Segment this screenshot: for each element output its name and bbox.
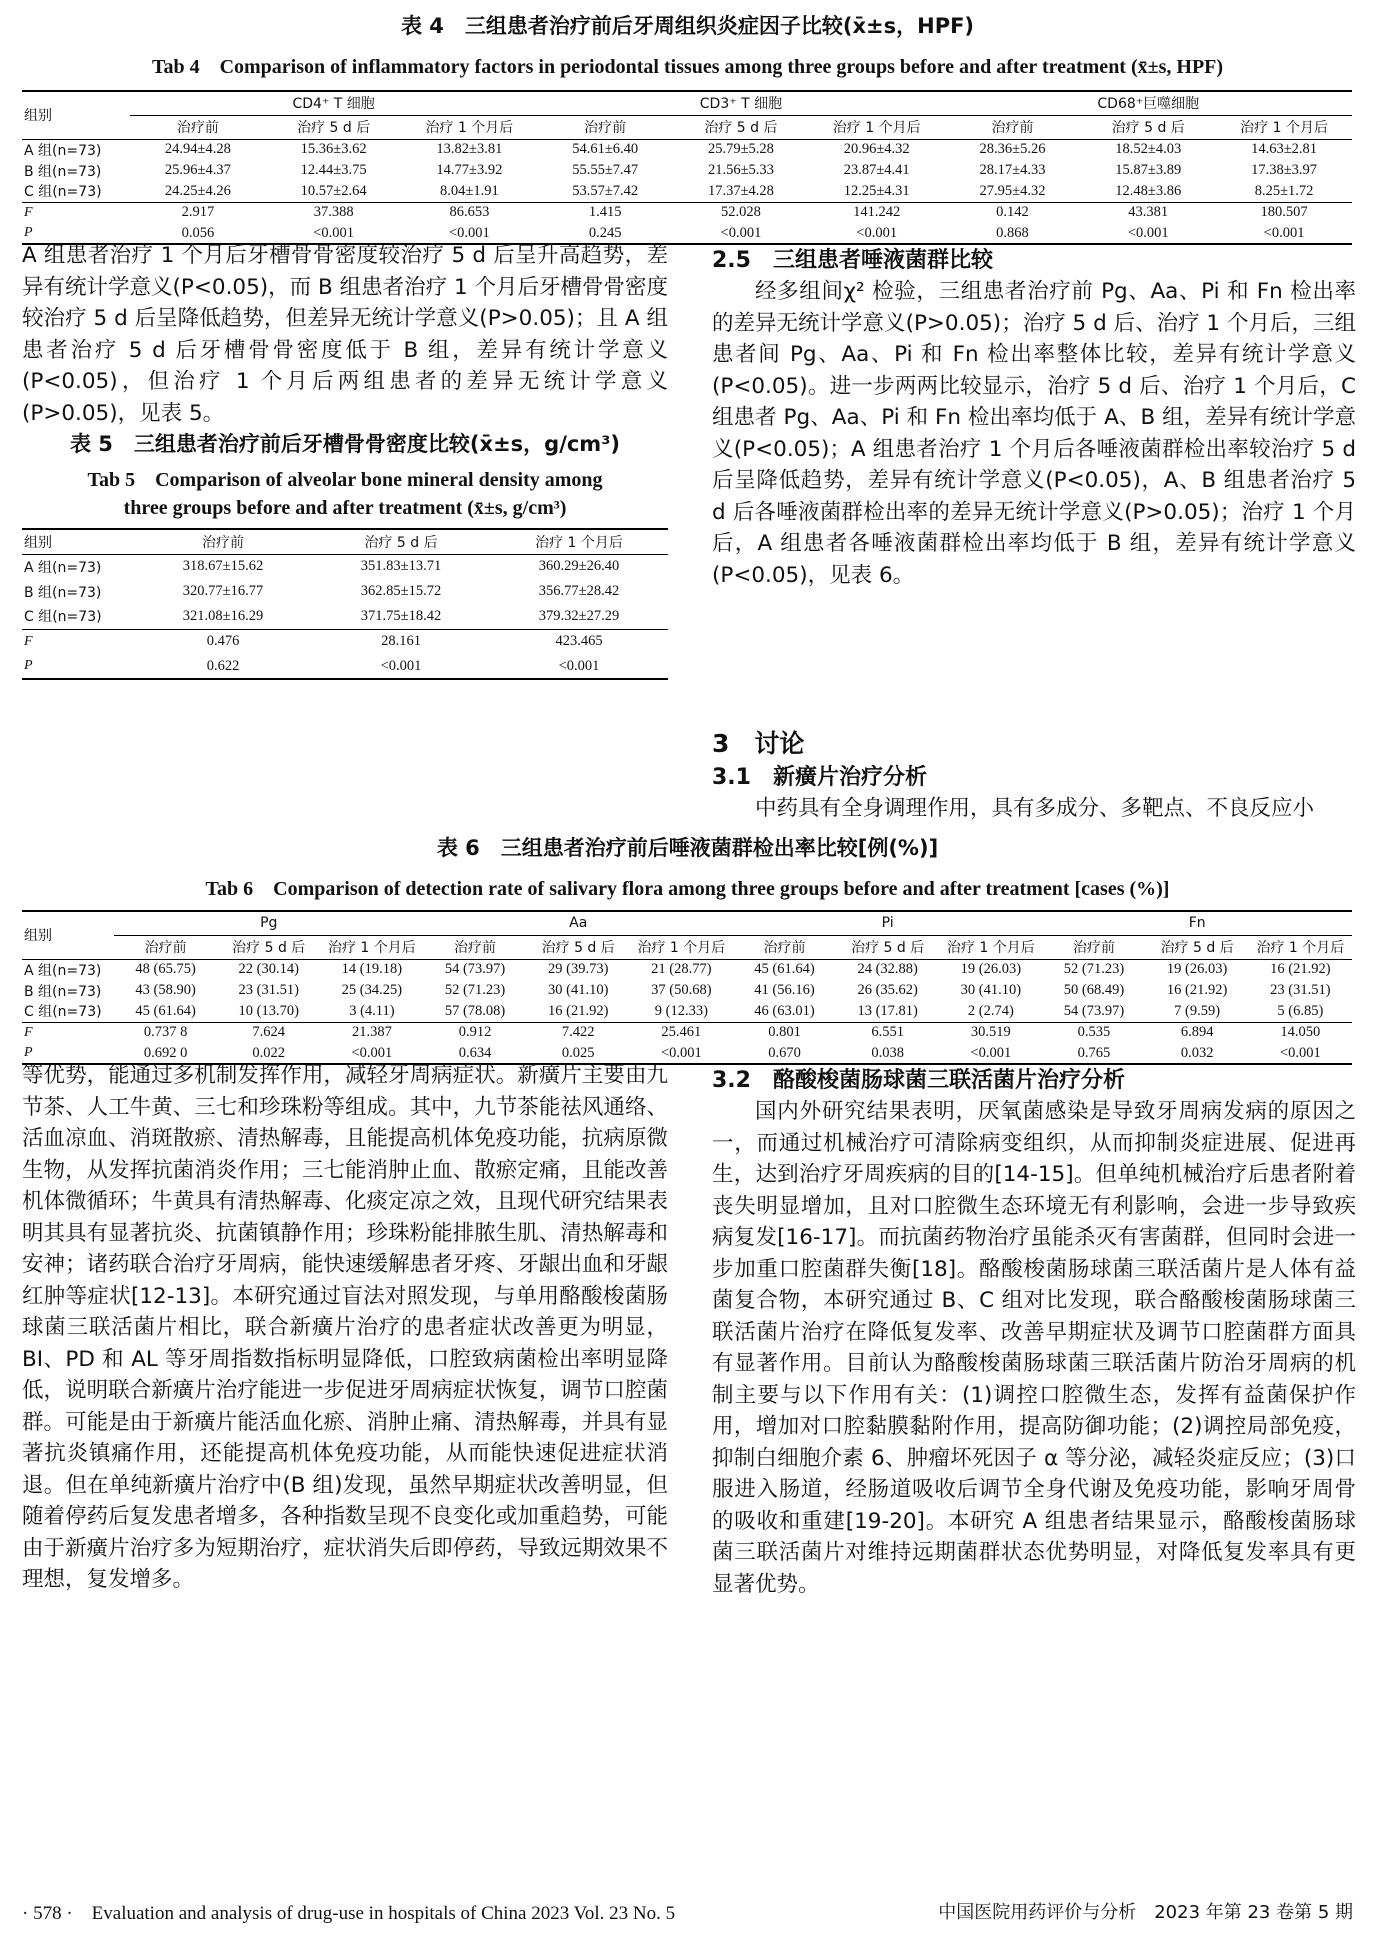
table6-subheader: 治疗 1 个月后 [637, 940, 726, 956]
table-cell: 5 (6.85) [1277, 1002, 1324, 1019]
table-cell: <0.001 [660, 1044, 702, 1061]
table-cell: 0.245 [588, 224, 622, 241]
stat-row [22, 629, 668, 654]
table6-caption-cn: 表 6 三组患者治疗前后唾液菌群检出率比较[例(%)] [436, 836, 939, 860]
row-label: A 组(n=73) [24, 962, 102, 979]
table-cell: 19 (26.03) [960, 961, 1022, 978]
table-cell: 360.29±26.40 [538, 558, 620, 575]
stat-label: P [24, 225, 33, 240]
table-cell: 0.142 [996, 204, 1029, 221]
table-cell: 48 (65.75) [135, 961, 196, 978]
table6 [22, 910, 1352, 1065]
table-cell: 0.670 [768, 1044, 801, 1061]
table-cell: 21.387 [351, 1024, 392, 1041]
table6-group: Pg [114, 911, 423, 935]
table5-header: 组别 [24, 534, 52, 551]
table-cell: 23.87±4.41 [843, 162, 910, 178]
table-cell: 27.95±4.32 [979, 182, 1046, 199]
table-cell: 25.461 [661, 1024, 702, 1041]
table-cell: 7.624 [252, 1024, 286, 1041]
table-cell: 50 (68.49) [1063, 982, 1125, 998]
table-row [22, 554, 668, 579]
table4-subheader: 治疗 1 个月后 [832, 120, 921, 136]
table-row [22, 579, 668, 604]
table4-group: CD3⁺ T 细胞 [537, 91, 944, 115]
table-cell: <0.001 [380, 657, 422, 674]
section-3-1-first-line: 中药具有全身调理作用，具有多成分、多靶点、不良反应小 [755, 796, 1315, 821]
table6-subheader: 治疗前 [763, 940, 806, 956]
table-cell: 18.52±4.03 [1115, 141, 1182, 158]
table-cell: 0.022 [252, 1044, 286, 1061]
table5-header: 治疗前 [202, 534, 244, 551]
table-cell: 362.85±15.72 [360, 583, 442, 599]
row-label: A 组(n=73) [24, 559, 102, 576]
stat-label: F [24, 633, 33, 649]
table-cell: 3 (4.11) [349, 1002, 395, 1019]
table-cell: 9 (12.33) [654, 1002, 708, 1019]
table-cell: 45 (61.64) [754, 961, 815, 978]
table-cell: 351.83±13.71 [360, 558, 442, 575]
section-3-title: 3 讨论 [712, 729, 805, 758]
table5-header: 治疗 1 个月后 [535, 534, 623, 551]
table-cell: 13.82±3.81 [436, 141, 503, 158]
table-cell: 0.765 [1077, 1044, 1111, 1061]
table-cell: 13 (17.81) [857, 1002, 918, 1019]
table-cell: 0.801 [768, 1024, 801, 1041]
left-paragraph-bone-density: A 组患者治疗 1 个月后牙槽骨骨密度较治疗 5 d 后呈升高趋势，差异有统计学意义(P<0.05)，而 B 组患者治疗 1 个月后牙槽骨骨密度较治疗 5 d 后呈降低趋势，但差异无统计学意义(P>0.05)；且 A 组患者治疗 5 d 后牙槽骨骨密度低于 B 组，差异有统计学意义(P<0.05)，但治疗 1 个月后两组患者的差异无统计学意义(P>0.05)，见表 5。 [22, 243, 668, 426]
table-cell: 15.87±3.89 [1115, 162, 1182, 178]
table-cell: 16 (21.92) [1166, 982, 1228, 998]
table-cell: <0.001 [970, 1044, 1012, 1061]
table6-subheader: 治疗 5 d 后 [1160, 940, 1234, 956]
table-cell: 43.381 [1128, 204, 1169, 221]
table-cell: 57 (78.08) [444, 1002, 506, 1019]
section-2-5-text: 经多组间χ² 检验，三组患者治疗前 Pg、Aa、Pi 和 Fn 检出率的差异无统计学意义(P>0.05)；治疗 5 d 后、治疗 1 个月后，三组患者间 Pg、Aa、Pi 和 Fn 检出率整体比较，差异有统计学意义(P<0.05)。进一步两两比较显示，治疗 5 d 后、治疗 1 个月后，C 组患者 Pg、Aa、Pi 和 Fn 检出率均低于 A、B 组，差异有统计学意义(P<0.05)；A 组患者治疗 1 个月后各唾液菌群检出率较治疗 5 d 后呈降低趋势，差异有统计学意义(P<0.05)，A、B 组患者治疗 5 d 后各唾液菌群检出率的差异无统计学意义(P>0.05)；治疗 1 个月后，A 组患者各唾液菌群检出率均低于 B 组，差异有统计学意义(P<0.05)，见表 6。 [712, 279, 1356, 588]
table-cell: 6.551 [871, 1024, 904, 1041]
table-cell: 12.44±3.75 [300, 162, 367, 178]
table6-subheader: 治疗 5 d 后 [232, 940, 306, 956]
stat-row [22, 1022, 1352, 1043]
table-cell: 0.038 [871, 1044, 904, 1061]
table-cell: 180.507 [1260, 204, 1308, 221]
table-cell: 37.388 [313, 204, 354, 221]
table-cell: 0.912 [458, 1024, 492, 1041]
table4 [22, 90, 1352, 245]
table4-group: CD68⁺巨噬细胞 [945, 91, 1352, 115]
table-cell: 0.737 8 [143, 1024, 188, 1041]
table-cell: 45 (61.64) [135, 1002, 196, 1019]
table-cell: 14.050 [1280, 1024, 1321, 1041]
table-cell: 6.894 [1180, 1024, 1214, 1041]
footer-journal-en: · 578 · Evaluation and analysis of drug-use in hospitals of China 2023 Vol. 23 No. 5 [22, 1903, 676, 1924]
table4-caption-en: Tab 4 Comparison of inflammatory factors in periodontal tissues among three groups before and after treatment (x̄±s, HPF) [151, 56, 1224, 78]
table-row [22, 980, 1352, 1001]
table-cell: 86.653 [449, 204, 490, 221]
table-row [22, 181, 1352, 202]
table6-subheader: 治疗前 [1072, 940, 1115, 956]
table-cell: 23 (31.51) [1270, 982, 1331, 998]
table-cell: 12.48±3.86 [1115, 182, 1182, 199]
table5-caption-en-1: Tab 5 Comparison of alveolar bone mineral density among [87, 469, 603, 491]
table4-subheader: 治疗前 [991, 120, 1034, 136]
table-cell: 20.96±4.32 [843, 141, 910, 158]
table-cell: 14.63±2.81 [1251, 141, 1318, 158]
table-cell: 28.161 [381, 633, 421, 650]
stat-label: P [24, 658, 33, 673]
table6-subheader: 治疗 1 个月后 [946, 940, 1035, 956]
table-cell: 8.25±1.72 [1254, 182, 1314, 199]
table-cell: 26 (35.62) [857, 982, 918, 998]
table-cell: <0.001 [449, 224, 490, 241]
table4-subheader: 治疗 5 d 后 [1111, 120, 1185, 136]
table5-caption-en-2: three groups before and after treatment (x̄±s, g/cm³) [123, 497, 567, 519]
table4-subheader: 治疗前 [176, 120, 219, 136]
table-cell: 141.242 [853, 204, 901, 221]
table-cell: 16 (21.92) [547, 1002, 609, 1019]
table-row [22, 1001, 1352, 1022]
table-cell: 0.535 [1077, 1024, 1111, 1041]
footer-journal-cn: 中国医院用药评价与分析 2023 年第 23 卷第 5 期 [938, 1902, 1353, 1923]
table6-subheader: 治疗前 [144, 940, 187, 956]
row-label: B 组(n=73) [24, 983, 102, 1000]
table-cell: 1.415 [588, 204, 622, 221]
table-cell: 54 (73.97) [1063, 1002, 1125, 1019]
row-label: B 组(n=73) [24, 163, 102, 180]
table-cell: 423.465 [555, 633, 603, 650]
table-cell: 7 (9.59) [1174, 1002, 1221, 1019]
stat-row [22, 654, 668, 679]
row-label: A 组(n=73) [24, 142, 102, 159]
section-2-5-title: 2.5 三组患者唾液菌群比较 [712, 248, 993, 273]
table-cell: 25 (34.25) [341, 982, 403, 998]
stat-row [22, 202, 1352, 223]
section-3-2-text: 国内外研究结果表明，厌氧菌感染是导致牙周病发病的原因之一，而通过机械治疗可清除病变组织，从而抑制炎症进展、促进再生，达到治疗牙周疾病的目的[14-15]。但单纯机械治疗后患者附着丧失明显增加，且对口腔微生态环境无有利影响，会进一步导致疾病复发[16-17]。而抗菌药物治疗虽能杀灭有害菌群，但同时会进一步加重口腔菌群失衡[18]。酪酸梭菌肠球菌三联活菌片是人体有益菌复合物，本研究通过 B、C 组对比发现，联合酪酸梭菌肠球菌三联活菌片治疗在降低复发率、改善早期症状及调节口腔菌群方面具有显著作用。目前认为酪酸梭菌肠球菌三联活菌片防治牙周病的机制主要与以下作用有关：(1)调控口腔微生态，发挥有益菌保护作用，增加对口腔黏膜黏附作用，提高防御功能；(2)调控局部免疫，抑制白细胞介素 6、肿瘤坏死因子 α 等分泌，减轻炎症反应；(3)口服进入肠道，经肠道吸收后调节全身代谢及免疫功能，影响牙周骨的吸收和重建[19-20]。本研究 A 组患者结果显示，酪酸梭菌肠球菌三联活菌片对维持远期菌群状态优势明显，对降低复发率具有更显著优势。 [712, 1099, 1356, 1597]
section-3-1-title: 3.1 新癀片治疗分析 [712, 765, 927, 790]
table-cell: 43 (58.90) [135, 982, 196, 998]
table-cell: 10 (13.70) [238, 1002, 299, 1019]
table-cell: 22 (30.14) [238, 961, 299, 978]
table-cell: <0.001 [313, 224, 355, 241]
table-cell: 19 (26.03) [1166, 961, 1228, 978]
table-cell: 14.77±3.92 [436, 162, 503, 178]
table-cell: 28.17±4.33 [979, 162, 1046, 178]
table5-caption-cn: 表 5 三组患者治疗前后牙槽骨骨密度比较(x̄±s，g/cm³) [70, 432, 620, 456]
left-column-discussion-text: 等优势，能通过多机制发挥作用，减轻牙周病症状。新癀片主要由九节茶、人工牛黄、三七和珍珠粉等组成。其中，九节茶能祛风通络、活血凉血、消斑散瘀、清热解毒，且能提高机体免疫功能，抗病原微生物，从发挥抗菌消炎作用；三七能消肿止血、散瘀定痛，且能改善机体微循环；牛黄具有清热解毒、化痰定凉之效，且现代研究结果表明其具有显著抗炎、抗菌镇静作用；珍珠粉能排脓生肌、清热解毒和安神；诸药联合治疗牙周病，能快速缓解患者牙疼、牙龈出血和牙龈红肿等症状[12-13]。本研究通过盲法对照发现，与单用酪酸梭菌肠球菌三联活菌片相比，联合新癀片治疗的患者症状改善更为明显，BI、PD 和 AL 等牙周指数指标明显降低，口腔致病菌检出率明显降低，说明联合新癀片治疗能进一步促进牙周病症状恢复，调节口腔菌群。可能是由于新癀片能活血化瘀、消肿止痛、清热解毒，并具有显著抗炎镇痛作用，还能提高机体免疫功能，从而能快速促进症状消退。但在单纯新癀片治疗中(B 组)发现，虽然早期症状改善明显，但随着停药后复发患者增多，各种指数呈现不良变化或加重趋势，可能由于新癀片治疗多为短期治疗，症状消失后即停药，导致远期效果不理想，复发增多。 [22, 1063, 668, 1592]
table-row [22, 604, 668, 629]
table-cell: 10.57±2.64 [300, 182, 367, 199]
stat-label: F [24, 204, 33, 220]
table-cell: 30.519 [970, 1024, 1011, 1041]
table-cell: 2 (2.74) [967, 1002, 1014, 1019]
table-cell: 2.917 [181, 204, 215, 221]
table-cell: <0.001 [856, 224, 898, 241]
row-label: C 组(n=73) [24, 1004, 102, 1021]
table6-subheader: 治疗 5 d 后 [851, 940, 925, 956]
table-cell: 379.32±27.29 [538, 607, 620, 624]
table-cell: 30 (41.10) [960, 982, 1022, 998]
table-cell: 52 (71.23) [444, 982, 506, 998]
table-cell: 0.868 [996, 224, 1029, 241]
table6-group-header: 组别 [22, 911, 114, 959]
table-cell: 0.032 [1180, 1044, 1214, 1061]
table-cell: <0.001 [351, 1044, 393, 1061]
table-cell: 25.96±4.37 [164, 162, 231, 178]
table-cell: 17.37±4.28 [707, 182, 774, 199]
table-cell: 52 (71.23) [1063, 961, 1125, 978]
table-cell: 16 (21.92) [1270, 961, 1331, 978]
stat-label: P [24, 1045, 33, 1060]
table-cell: <0.001 [1263, 224, 1305, 241]
table-cell: 55.55±7.47 [572, 162, 639, 178]
table-cell: 46 (63.01) [754, 1002, 815, 1019]
table4-subheader: 治疗 1 个月后 [425, 120, 514, 136]
table-cell: 23 (31.51) [238, 982, 299, 998]
row-label: C 组(n=73) [24, 184, 102, 201]
table4-subheader: 治疗 1 个月后 [1240, 120, 1328, 136]
table4-caption-cn: 表 4 三组患者治疗前后牙周组织炎症因子比较(x̄±s，HPF) [400, 14, 975, 38]
table-cell: 356.77±28.42 [538, 583, 620, 599]
table-cell: 54.61±6.40 [572, 141, 639, 158]
table6-subheader: 治疗 1 个月后 [1256, 940, 1345, 956]
table-cell: 29 (39.73) [547, 961, 609, 978]
table-cell: 21.56±5.33 [707, 162, 774, 178]
table-cell: 24 (32.88) [857, 961, 918, 978]
table-cell: 7.422 [561, 1024, 595, 1041]
table-cell: 37 (50.68) [651, 982, 712, 998]
table5-header: 治疗 5 d 后 [364, 534, 438, 551]
row-label: C 组(n=73) [24, 609, 102, 626]
table-cell: 371.75±18.42 [360, 607, 442, 624]
table-cell: 15.36±3.62 [300, 141, 367, 158]
table-cell: 8.04±1.91 [440, 182, 499, 199]
table-cell: 0.056 [181, 224, 215, 241]
row-label: B 组(n=73) [24, 584, 102, 601]
table6-subheader: 治疗 1 个月后 [327, 940, 416, 956]
table4-group-header: 组别 [22, 91, 130, 139]
table-row [22, 959, 1352, 980]
table-cell: 321.08±16.29 [182, 607, 264, 624]
table-cell: 52.028 [721, 204, 761, 221]
table-cell: 53.57±7.42 [572, 182, 639, 199]
table6-group: Aa [423, 911, 732, 935]
table-cell: 0.622 [206, 657, 240, 674]
table-cell: 24.94±4.28 [164, 141, 231, 158]
table-cell: 24.25±4.26 [164, 182, 231, 199]
table-cell: 0.476 [206, 633, 240, 650]
table-cell: 0.025 [561, 1044, 595, 1061]
stat-label: F [24, 1024, 33, 1040]
table-cell: 0.634 [458, 1044, 492, 1061]
table-cell: <0.001 [1279, 1044, 1321, 1061]
section-3-2-title: 3.2 酪酸梭菌肠球菌三联活菌片治疗分析 [712, 1068, 1125, 1093]
table6-group: Pi [733, 911, 1042, 935]
table-row [22, 139, 1352, 160]
table-cell: <0.001 [558, 657, 600, 674]
table-cell: <0.001 [1127, 224, 1169, 241]
table-cell: 12.25±4.31 [843, 182, 910, 199]
table4-subheader: 治疗 5 d 后 [704, 120, 778, 136]
table-cell: 30 (41.10) [547, 982, 609, 998]
table-cell: 28.36±5.26 [979, 141, 1046, 158]
table-cell: 41 (56.16) [754, 982, 815, 998]
table-cell: 21 (28.77) [651, 961, 712, 978]
table-cell: 0.692 0 [143, 1044, 188, 1061]
table6-group: Fn [1042, 911, 1352, 935]
table4-subheader: 治疗前 [584, 120, 627, 136]
table-cell: 25.79±5.28 [707, 141, 774, 158]
table-cell: 318.67±15.62 [182, 558, 264, 575]
table-cell: 54 (73.97) [444, 961, 506, 978]
table5 [22, 528, 668, 680]
table6-subheader: 治疗前 [454, 940, 497, 956]
table6-subheader: 治疗 5 d 后 [541, 940, 615, 956]
table4-group: CD4⁺ T 细胞 [130, 91, 537, 115]
table-cell: 17.38±3.97 [1251, 162, 1318, 178]
table-cell: 14 (19.18) [341, 961, 403, 978]
table-row [22, 160, 1352, 181]
table6-caption-en: Tab 6 Comparison of detection rate of salivary flora among three groups before and after treatment [cases (%)] [205, 878, 1170, 900]
table-cell: <0.001 [720, 224, 762, 241]
table4-subheader: 治疗 5 d 后 [297, 120, 371, 136]
table-cell: 320.77±16.77 [182, 583, 264, 599]
